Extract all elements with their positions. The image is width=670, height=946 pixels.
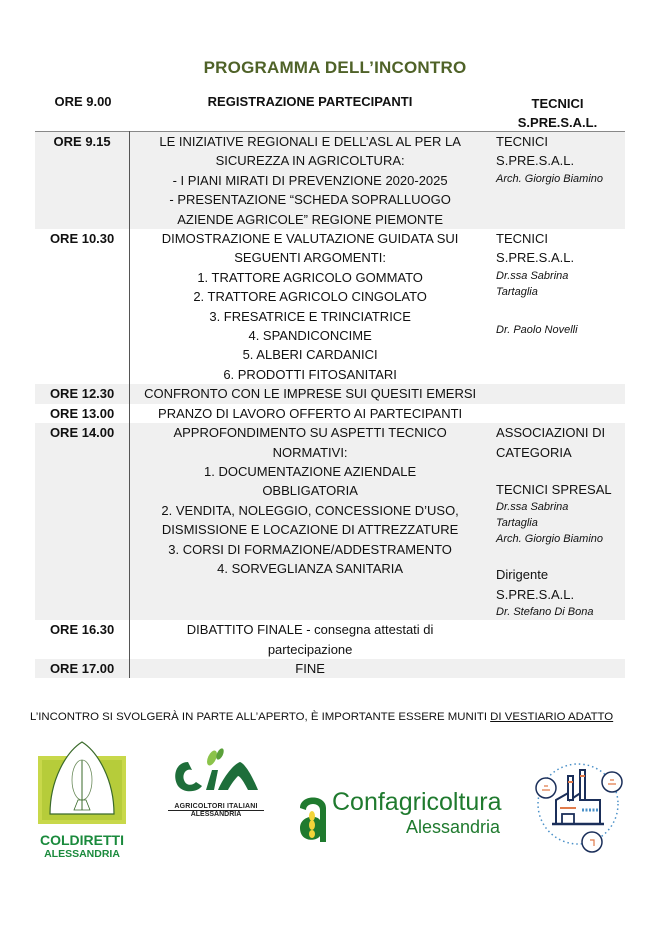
cia-logo (168, 746, 268, 836)
activity-line: DISMISSIONE E LOCAZIONE DI ATTREZZATURE (161, 522, 459, 538)
confagricoltura-city: Alessandria (406, 817, 501, 837)
row-speakers (490, 384, 625, 403)
confagricoltura-mark-icon (296, 788, 330, 846)
note-underlined: DI VESTIARIO ADATTO (490, 711, 614, 723)
speaker-name: Dr. Stefano Di Bona (496, 606, 594, 619)
table-row (35, 384, 625, 403)
activity-line: 2. TRATTORE AGRICOLO CINGOLATO (193, 289, 427, 305)
activity-line: 1. TRATTORE AGRICOLO GOMMATO (197, 269, 423, 285)
speaker-name: Dr.ssa Sabrina (496, 501, 569, 514)
row-time: ORE 16.30 (35, 620, 130, 659)
header-row (35, 92, 625, 132)
activity-line: partecipazione (267, 641, 353, 657)
activity-line: 4. SPANDICONCIME (248, 328, 372, 344)
coldiretti-name: COLDIRETTI (40, 832, 124, 848)
speaker-group: TECNICI SPRESAL (496, 481, 612, 497)
row-activity (130, 423, 490, 620)
page-title: PROGRAMMA DELL’INCONTRO (203, 58, 467, 77)
note-text: L’INCONTRO SI SVOLGERÀ IN PARTE ALL’APERTO, È IMPORTANTE ESSERE MUNITI (30, 711, 491, 723)
table-row (35, 229, 625, 384)
cia-mark-icon (168, 746, 264, 798)
factory-icon (526, 754, 626, 854)
coldiretti-logo (36, 740, 132, 860)
cia-line1: AGRICOLTORI ITALIANI (168, 803, 264, 811)
row-time: ORE 17.00 (35, 659, 130, 678)
row-activity (130, 620, 490, 659)
row-activity: CONFRONTO CON LE IMPRESE SUI QUESITI EMERSI (130, 384, 490, 403)
row-time: ORE 13.00 (35, 404, 130, 423)
activity-line: 1. DOCUMENTAZIONE AZIENDALE (204, 463, 417, 479)
header-time: ORE 9.00 (54, 94, 112, 109)
speaker-group: TECNICI (496, 134, 549, 149)
speaker-group: ASSOCIAZIONI DI (496, 425, 606, 441)
speaker-group: S.PRE.S.A.L. (496, 250, 575, 266)
speaker-group: Dirigente (496, 567, 549, 583)
activity-line: - PRESENTAZIONE “SCHEDA SOPRALLUOGO (169, 192, 451, 208)
speaker-group: S.PRE.S.A.L. (496, 586, 575, 602)
confagricoltura-logo (296, 786, 516, 866)
activity-line: SICUREZZA IN AGRICOLTURA: (215, 153, 405, 169)
activity-line: NORMATIVI: (272, 444, 348, 460)
row-time: ORE 12.30 (35, 384, 130, 403)
sponsor-logos (0, 740, 670, 870)
activity-line: APPROFONDIMENTO SU ASPETTI TECNICO (173, 425, 447, 441)
speaker-name: Tartaglia (496, 285, 538, 298)
row-activity: PRANZO DI LAVORO OFFERTO AI PARTECIPANTI (158, 405, 463, 421)
activity-line: - I PIANI MIRATI DI PREVENZIONE 2020-2025 (172, 172, 448, 188)
cia-line2: ALESSANDRIA (190, 811, 242, 818)
activity-line: DIMOSTRAZIONE E VALUTAZIONE GUIDATA SUI (161, 231, 459, 247)
header-activity: REGISTRAZIONE PARTECIPANTI (207, 94, 413, 109)
speaker-group: TECNICI (496, 231, 549, 247)
activity-line: 3. CORSI DI FORMAZIONE/ADDESTRAMENTO (168, 541, 452, 557)
row-activity (130, 132, 490, 230)
row-time: ORE 14.00 (35, 423, 130, 620)
row-speakers (490, 132, 625, 230)
row-activity (130, 229, 490, 384)
header-speaker-line1: TECNICI (531, 96, 584, 111)
speaker-name: Arch. Giorgio Biamino (496, 533, 604, 546)
row-speakers (490, 620, 625, 659)
header-speakers (490, 94, 625, 132)
speaker-group: S.PRE.S.A.L. (496, 153, 575, 169)
speaker-name: Dr.ssa Sabrina (496, 269, 569, 282)
activity-line: AZIENDE AGRICOLE” REGIONE PIEMONTE (177, 211, 444, 227)
header-speaker-line2: S.PRE.S.A.L. (517, 115, 598, 130)
row-speakers (490, 229, 625, 384)
speaker-group: CATEGORIA (496, 444, 572, 460)
row-time: ORE 10.30 (35, 229, 130, 384)
row-speakers (490, 404, 625, 423)
table-row (35, 423, 625, 620)
activity-line: 6. PRODOTTI FITOSANITARI (223, 366, 397, 382)
row-activity: FINE (130, 659, 490, 678)
activity-line: 5. ALBERI CARDANICI (242, 347, 378, 363)
activity-line: LE INIZIATIVE REGIONALI E DELL’ASL AL PER LA (159, 134, 461, 149)
activity-line: OBBLIGATORIA (262, 483, 358, 499)
activity-line: 4. SORVEGLIANZA SANITARIA (217, 560, 404, 576)
table-row (35, 620, 625, 659)
activity-line: 3. FRESATRICE E TRINCIATRICE (209, 308, 411, 324)
activity-line: SEGUENTI ARGOMENTI: (234, 250, 386, 266)
speaker-name: Arch. Giorgio Biamino (496, 172, 604, 185)
factory-logo (526, 754, 626, 854)
coldiretti-emblem-icon (36, 740, 132, 828)
program-table (35, 131, 625, 678)
row-time: ORE 9.15 (35, 132, 130, 230)
table-row (35, 404, 625, 423)
outdoor-note (30, 711, 640, 723)
table-row (35, 659, 625, 678)
activity-line: 2. VENDITA, NOLEGGIO, CONCESSIONE D’USO, (161, 502, 459, 518)
confagricoltura-name: Confagricoltura (332, 788, 502, 816)
activity-line: DIBATTITO FINALE - consegna attestati di (186, 622, 434, 638)
speaker-name: Tartaglia (496, 517, 538, 530)
table-row (35, 132, 625, 230)
coldiretti-city: ALESSANDRIA (44, 848, 120, 860)
row-speakers (490, 659, 625, 678)
speaker-name: Dr. Paolo Novelli (496, 323, 578, 336)
row-speakers (490, 423, 625, 620)
